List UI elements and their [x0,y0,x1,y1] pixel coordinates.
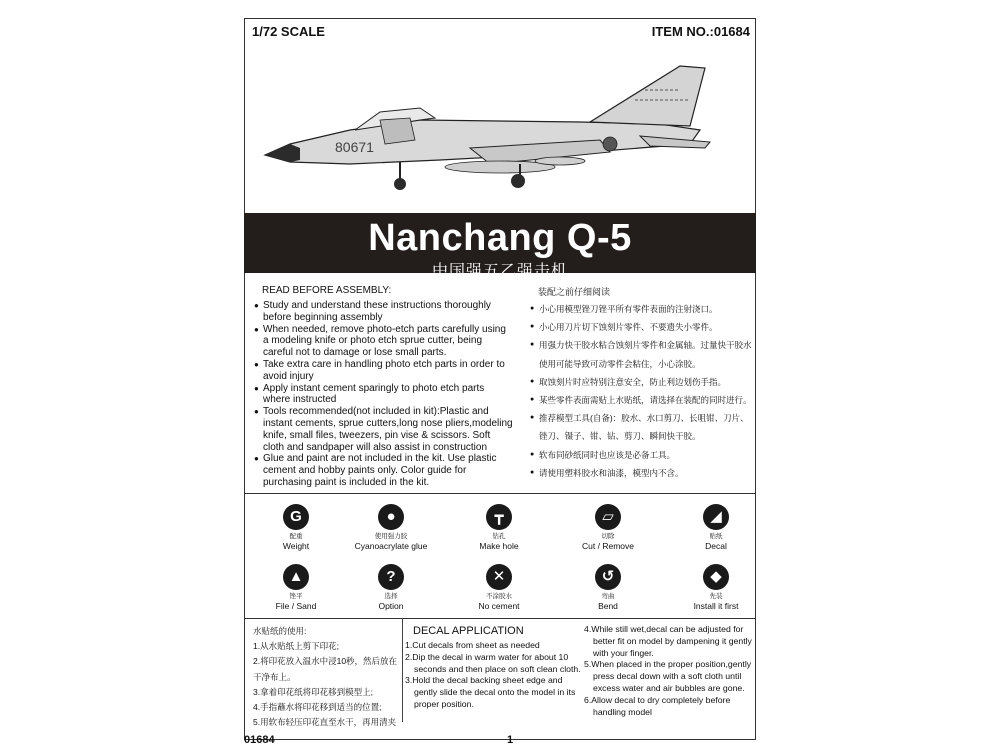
list-item: ● Glue and paint are not included in the kit. Use plastic cement and hobby paints only. Color guide for purchasing paint is included in the kit. [254,453,514,488]
drill-icon: ┳ [486,504,512,530]
weight-icon: G [283,504,309,530]
file-icon: ▲ [283,564,309,590]
list-item: ● Tools recommended(not included in kit):Plastic and instant cements, sprue cutters,long nose pliers,modeling knife, small files, tweezers, pin vise & scissors. Soft cloth and sandpaper will also assist in construction [254,406,514,453]
decal-instructions-en-b [584,624,756,718]
no-cement-icon: ✕ [486,564,512,590]
list-item: ● Take extra care in handling photo etch parts in order to avoid injury [254,359,514,383]
divider [244,493,756,494]
decal-heading-en: DECAL APPLICATION [413,625,524,637]
aircraft-serial: 80671 [335,139,374,155]
page-title: Nanchang Q-5 [368,217,632,259]
list-item: ● 某些零件表面需贴上水贴纸，请选择在装配的同时进行。 [530,391,755,409]
list-item: ● 请使用塑料胶水和油漆，模型内不含。 [530,464,755,482]
decal-instructions-en-a [405,624,583,711]
symbol-bend: ↺ 弯曲 Bend [558,564,658,611]
page-number: 1 [507,734,514,746]
symbol-decal: ◢ 贴纸 Decal [666,504,766,551]
symbol-cut: ▱ 切除 Cut / Remove [558,504,658,551]
list-item: 4.While still wet,decal can be adjusted for better fit on model by dampening it gently with your finger. [584,624,752,658]
instructions-heading-zh: 装配之前仔细阅读 [538,287,611,297]
symbol-drill: ┳ 钻孔 Make hole [449,504,549,551]
list-item: ● When needed, remove photo-etch parts carefully using a modeling knife or photo etch sprue cutter, being careful not to damage or lose small parts. [254,324,514,359]
list-item: 6.Allow decal to dry completely before handling model [584,694,731,717]
decal-heading-zh: 水贴纸的使用: [253,626,307,636]
symbol-file: ▲ 锉平 File / Sand [246,564,346,611]
symbol-no-cement: ✕ 不涂胶水 No cement [449,564,549,611]
decal-icon: ◢ [703,504,729,530]
list-item: 3.拿着印花纸将印花移到模型上; [253,686,373,697]
bend-icon: ↺ [595,564,621,590]
option-icon: ? [378,564,404,590]
list-item: 1.Cut decals from sheet as needed [405,640,540,650]
list-item: 5.When placed in the proper position,gently press decal down with a soft cloth until excess water and air bubbles are gone. [584,659,752,693]
scale-label: 1/72 SCALE [252,24,325,39]
list-item: ● Apply instant cement sparingly to photo etch parts where instructed [254,383,514,407]
aircraft-illustration [260,60,740,200]
list-item: 4.手指蘸水将印花移到适当的位置; [253,702,382,713]
list-item: ● 用强力快干胶水粘合蚀刻片零件和金属轴。过量快干胶水使用可能导致可动零件会粘住，小心涂胶。 [530,336,755,372]
list-item: 1.从水贴纸上剪下印花; [253,641,339,652]
symbol-legend [244,500,756,618]
list-item: ● 推荐模型工具(自备)：胶水、水口剪刀、长咀钳、刀片、锉刀、镊子、钳、钻、剪刀、瞬间快干胶。 [530,409,755,445]
list-item: 2.Dip the decal in warm water for about 10 seconds and then place on soft clean cloth. [405,651,581,674]
list-item: 3.Hold the decal backing sheet edge and gently slide the decal onto the model in its proper position. [405,675,576,709]
glue-icon: ● [378,504,404,530]
list-item: 2.将印花放入温水中浸10秒，然后放在干净布上。 [253,656,398,682]
symbol-weight: G 配重 Weight [246,504,346,551]
list-item: 5.用软布轻压印花直至水干，再用清夹 [253,717,397,728]
item-number: ITEM NO.:01684 [651,24,750,39]
instructions-list-en [254,300,514,489]
instructions-heading-en: READ BEFORE ASSEMBLY: [262,285,392,296]
decal-instructions-zh [253,624,403,730]
symbol-option: ? 选择 Option [341,564,441,611]
page-subtitle: 中国强五乙强击机 [431,263,568,280]
symbol-glue: ● 使用强力胶 Cyanoacrylate glue [341,504,441,551]
symbol-install-first: ◆ 先装 Install it first [666,564,766,611]
cut-icon: ▱ [595,504,621,530]
list-item: ● 小心用刀片切下蚀刻片零件、不要遗失小零件。 [530,318,755,336]
list-item: ● 取蚀刻片时应特别注意安全，防止利边划伤手指。 [530,373,755,391]
divider [244,618,756,619]
list-item: ● 小心用模型锉刀锉平所有零件表面的注射浇口。 [530,300,755,318]
instructions-list-zh [530,300,755,482]
install-first-icon: ◆ [703,564,729,590]
footer-item-code: 01684 [244,734,275,746]
list-item: ● Study and understand these instructions thoroughly before beginning assembly [254,300,514,324]
list-item: ● 软布同砂纸同时也应该是必备工具。 [530,446,755,464]
